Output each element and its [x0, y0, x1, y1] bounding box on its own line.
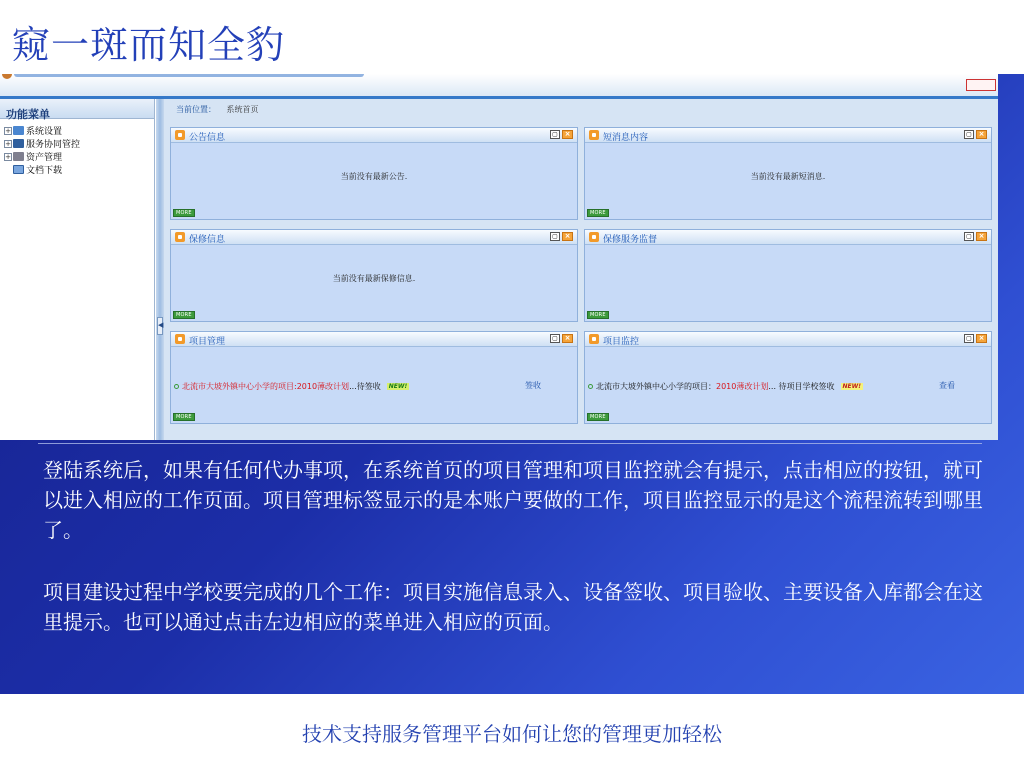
panel-short-messages [584, 127, 992, 220]
speaker-icon [589, 334, 599, 344]
task-plan-name[interactable]: 2010薄改计划 [716, 382, 769, 391]
panel-announcements [170, 127, 578, 220]
more-button[interactable]: MORE [173, 311, 195, 319]
new-badge: NEW! [842, 383, 862, 390]
expand-placeholder [4, 166, 12, 174]
panel-message: 当前没有最新保修信息. [332, 274, 416, 283]
calendar-icon [13, 165, 24, 174]
panel-header [171, 332, 577, 347]
panel-message: 当前没有最新短消息. [750, 172, 826, 181]
task-status: ...待签收 [349, 382, 381, 391]
menu-item-service-control[interactable] [4, 137, 154, 150]
panel-title: 项目监控 [603, 337, 640, 347]
breadcrumb [164, 99, 998, 119]
menu-item-asset-management[interactable] [4, 150, 154, 163]
banner-decoration [14, 74, 364, 77]
expand-icon[interactable]: + [5, 139, 11, 148]
close-icon[interactable]: × [976, 232, 987, 241]
slide-footer: 技术支持服务管理平台如何让您的管理更加轻松 [302, 722, 722, 746]
panel-message: 当前没有最新公告. [340, 172, 408, 181]
bullet-icon [588, 384, 593, 389]
app-banner [0, 74, 998, 96]
expand-icon[interactable]: + [5, 152, 11, 161]
settings-icon [13, 126, 24, 135]
more-button[interactable]: MORE [587, 209, 609, 217]
minimize-icon[interactable]: ▢ [550, 232, 560, 241]
main-content [164, 99, 998, 440]
menu-header [0, 99, 154, 119]
panel-project-monitoring [584, 331, 992, 424]
sign-for-link[interactable]: 签收 [525, 381, 541, 390]
panel-header [585, 230, 991, 245]
breadcrumb-label: 当前位置： [176, 105, 216, 114]
speaker-icon [589, 232, 599, 242]
divider [38, 443, 982, 444]
panel-repair-info [170, 229, 578, 322]
panel-header [171, 230, 577, 245]
panel-title: 公告信息 [189, 133, 226, 143]
panel-title: 项目管理 [189, 337, 226, 347]
minimize-icon[interactable]: ▢ [550, 334, 560, 343]
task-row[interactable] [588, 381, 863, 392]
minimize-icon[interactable]: ▢ [550, 130, 560, 139]
task-project-name[interactable]: 北流市大坡外镇中心小学的项目:2010薄改计划 [182, 382, 350, 391]
task-project-name[interactable]: 北流市大坡外镇中心小学的项目： [596, 382, 716, 391]
more-button[interactable]: MORE [173, 209, 195, 217]
menu-item-system-settings[interactable] [4, 124, 154, 137]
panel-header [585, 128, 991, 143]
menu-header-label: 功能菜单 [6, 108, 50, 121]
slide-title: 窥一斑而知全豹 [12, 23, 286, 67]
panel-header [171, 128, 577, 143]
description-paragraph-2: 项目建设过程中学校要完成的几个工作：项目实施信息录入、设备签收、项目验收、主要设备入库都会在这里提示。也可以通过点击左边相应的菜单进入相应的页面。 [43, 580, 983, 634]
panel-title: 保修信息 [189, 235, 226, 245]
minimize-icon[interactable]: ▢ [964, 130, 974, 139]
speaker-icon [175, 130, 185, 140]
menu-tree [0, 119, 154, 176]
description-paragraph-1: 登陆系统后，如果有任何代办事项，在系统首页的项目管理和项目监控就会有提示，点击相应的按钮，就可以进入相应的工作页面。项目管理标签显示的是本账户要做的工作，项目监控显示的是这个流程流转到哪里了。 [43, 458, 983, 542]
close-icon[interactable]: × [976, 334, 987, 343]
return-home-button[interactable] [966, 79, 996, 91]
menu-item-document-download[interactable] [4, 163, 154, 176]
app-screenshot [0, 74, 998, 440]
menu-item-label: 文档下载 [26, 166, 63, 176]
new-badge: NEW! [388, 383, 408, 390]
close-icon[interactable]: × [562, 334, 573, 343]
close-icon[interactable]: × [562, 130, 573, 139]
collapse-handle-icon[interactable]: ◀ [157, 317, 163, 335]
view-link[interactable]: 查看 [939, 381, 955, 390]
function-menu [0, 99, 155, 440]
task-status: ... 待项目学校签收 [768, 382, 835, 391]
more-button[interactable]: MORE [587, 311, 609, 319]
speaker-icon [175, 232, 185, 242]
menu-item-label: 系统设置 [26, 127, 63, 137]
minimize-icon[interactable]: ▢ [964, 232, 974, 241]
speaker-icon [589, 130, 599, 140]
splitter[interactable] [156, 99, 164, 440]
logo-icon [2, 74, 12, 79]
panel-repair-supervision [584, 229, 992, 322]
panel-header [585, 332, 991, 347]
folder-icon [13, 152, 24, 161]
task-row[interactable] [174, 381, 409, 392]
expand-icon[interactable]: + [5, 126, 11, 135]
more-button[interactable]: MORE [587, 413, 609, 421]
bullet-icon [174, 384, 179, 389]
grid-icon [13, 139, 24, 148]
panel-project-management [170, 331, 578, 424]
more-button[interactable]: MORE [173, 413, 195, 421]
close-icon[interactable]: × [562, 232, 573, 241]
menu-item-label: 资产管理 [26, 153, 63, 163]
minimize-icon[interactable]: ▢ [964, 334, 974, 343]
breadcrumb-current: 系统首页 [226, 105, 259, 114]
speaker-icon [175, 334, 185, 344]
close-icon[interactable]: × [976, 130, 987, 139]
panel-title: 短消息内容 [603, 133, 649, 143]
menu-item-label: 服务协同管控 [26, 140, 81, 150]
panel-title: 保修服务监督 [603, 235, 658, 245]
